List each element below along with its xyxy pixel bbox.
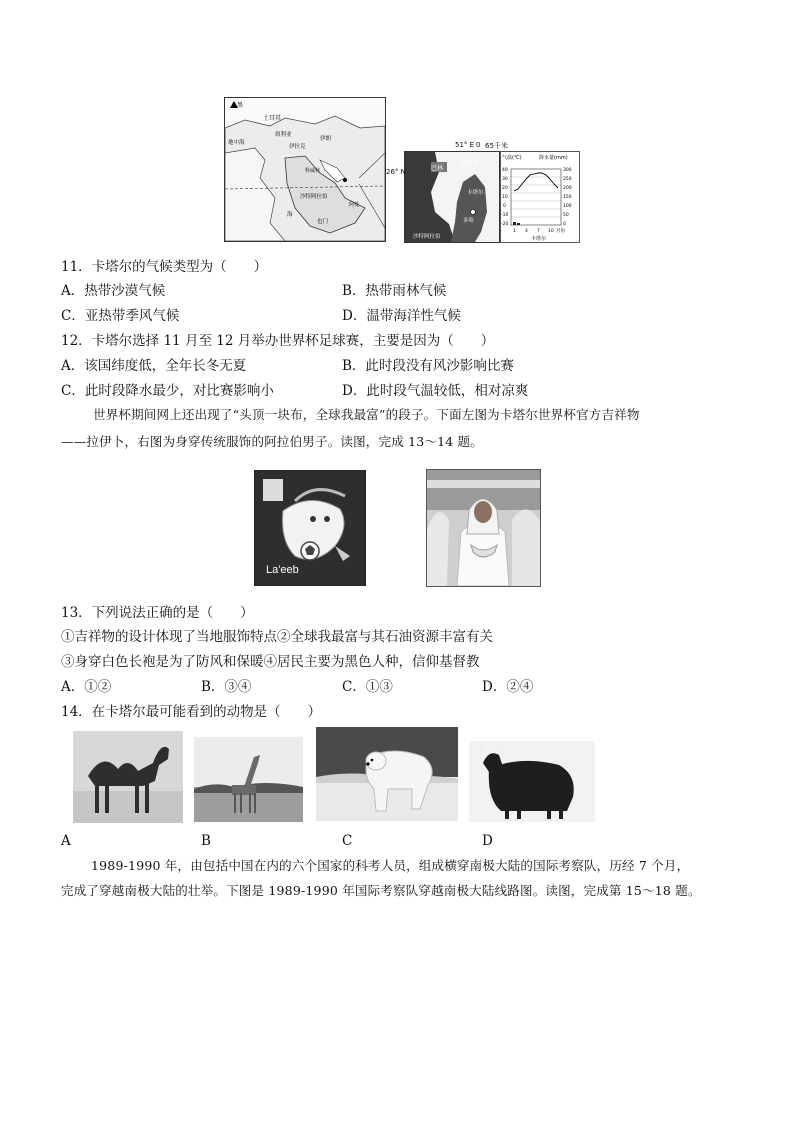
camel-photo[interactable] [73, 731, 183, 823]
temp-tick: -20 [501, 222, 509, 227]
middle-east-map [224, 97, 386, 242]
middle-east-map-svg [225, 98, 385, 241]
q12-option-b[interactable]: B．此时段没有风沙影响比赛 [342, 358, 514, 374]
giraffe-photo[interactable] [194, 737, 303, 822]
q14-label-d: D [482, 833, 493, 849]
map-label: 土耳其 [263, 115, 282, 122]
precip-tick: 150 [563, 195, 572, 200]
precip-tick: 50 [563, 213, 569, 218]
polar-bear-photo[interactable] [316, 727, 458, 821]
inset-meridian: 51° E [455, 141, 475, 149]
temp-tick: -10 [501, 213, 509, 218]
inset-latitude: 26° N [386, 168, 406, 176]
passage2-line2: 完成了穿越南极大陆的壮举。下图是 1989-1990 年国际考察队穿越南极大陆线路图。读图，完成第 15～18 题。 [61, 883, 701, 898]
inset-label: 沙特阿拉伯 [413, 234, 441, 240]
precip-axis-label: 降水量(mm) [539, 155, 568, 161]
map-label: 科威特 [305, 168, 321, 174]
qatar-inset-map-svg [405, 152, 499, 242]
camel-illustration [73, 731, 183, 823]
map-label: 地中海 [228, 140, 245, 146]
q14-label-c: C [342, 833, 353, 849]
yak-illustration [469, 741, 595, 822]
temp-tick: 10 [502, 195, 508, 200]
map-label: 海 [287, 212, 293, 218]
precip-tick: 300 [563, 168, 572, 173]
q13-statement-1: ①吉祥物的设计体现了当地服饰特点②全球我最富与其石油资源丰富有关 [61, 629, 493, 645]
inset-label: 巴林 [431, 165, 444, 172]
q11-stem: 11．卡塔尔的气候类型为（ ） [61, 259, 268, 275]
inset-label: 波斯湾 [461, 160, 480, 167]
month-tick: 1 [513, 229, 516, 234]
station-name: 卡塔尔 [531, 236, 547, 242]
map-label: 也门 [317, 219, 329, 225]
yak-photo[interactable] [469, 741, 595, 822]
q11-option-d[interactable]: D．温带海洋性气候 [342, 308, 461, 324]
climate-chart-svg [501, 152, 579, 242]
temp-tick: 20 [502, 186, 508, 191]
map-label: 伊拉克 [289, 144, 306, 150]
arab-man-illustration [427, 470, 540, 586]
q12-stem: 12．卡塔尔选择 11 月至 12 月举办世界杯足球赛，主要是因为（ ） [61, 333, 495, 349]
q13-option-c[interactable]: C．①③ [342, 679, 393, 695]
qatar-climate-chart [500, 151, 580, 243]
q11-option-b[interactable]: B．热带雨林气候 [342, 283, 447, 299]
arab-man-photo [426, 469, 541, 587]
q13-statement-2: ③身穿白色长袍是为了防风和保暖④居民主要为黑色人种，信仰基督教 [61, 654, 480, 670]
temp-tick: 30 [502, 177, 508, 182]
month-tick: 10 [548, 229, 554, 234]
q13-option-a[interactable]: A．①② [61, 679, 112, 695]
giraffe-illustration [194, 737, 303, 822]
polar-bear-illustration [316, 727, 458, 821]
temp-tick: 40 [502, 168, 508, 173]
month-tick: 7 [537, 229, 540, 234]
qatar-inset-map [404, 151, 500, 243]
q13-option-b[interactable]: B．③④ [201, 679, 252, 695]
temp-axis-label: 气温(℃) [502, 155, 522, 161]
q14-label-a: A [61, 833, 71, 849]
q12-option-a[interactable]: A．该国纬度低，全年长冬无夏 [61, 358, 247, 374]
q14-stem: 14．在卡塔尔最可能看到的动物是（ ） [61, 704, 322, 720]
map-label: 沙特阿拉伯 [300, 194, 328, 200]
map-label: 黑 [237, 102, 244, 109]
q13-option-d[interactable]: D．②④ [482, 679, 534, 695]
mascot-image [254, 470, 366, 586]
inset-label: 多哈 [463, 218, 475, 224]
q14-label-b: B [201, 833, 211, 849]
precip-tick: 0 [563, 222, 566, 227]
q11-option-a[interactable]: A．热带沙漠气候 [61, 283, 166, 299]
inset-label: 卡塔尔 [467, 190, 484, 196]
month-tick: 4 [525, 229, 528, 234]
temp-tick: 0 [503, 204, 506, 209]
scale-distance: 65千米 [485, 142, 508, 150]
passage1-line1: 世界杯期间网上还出现了“头顶一块布，全球我最富”的段子。下面左图为卡塔尔世界杯官方吉祥物 [93, 407, 640, 422]
precip-tick: 100 [563, 204, 572, 209]
passage2-line1: 1989-1990 年，由包括中国在内的六个国家的科考人员，组成横穿南极大陆的国际考察队，历经 7 个月， [91, 858, 690, 873]
q12-option-d[interactable]: D．此时段气温较低，相对凉爽 [342, 383, 529, 399]
precip-tick: 250 [563, 177, 572, 182]
passage1-line2: ——拉伊卜，右图为身穿传统服饰的阿拉伯男子。读图，完成 13～14 题。 [61, 434, 483, 449]
scale-zero: 0 [476, 141, 481, 149]
map-label: 叙利亚 [275, 132, 292, 138]
mascot-caption: La'eeb [266, 564, 299, 576]
map-label: 伊朗 [320, 136, 332, 142]
q13-stem: 13．下列说法正确的是（ ） [61, 605, 254, 621]
precip-tick: 200 [563, 186, 572, 191]
q11-option-c[interactable]: C．亚热带季风气候 [61, 308, 180, 324]
map-label: 阿曼 [349, 202, 360, 208]
q12-option-c[interactable]: C．此时段降水最少，对比赛影响小 [61, 383, 274, 399]
month-unit: 月份 [556, 229, 565, 234]
